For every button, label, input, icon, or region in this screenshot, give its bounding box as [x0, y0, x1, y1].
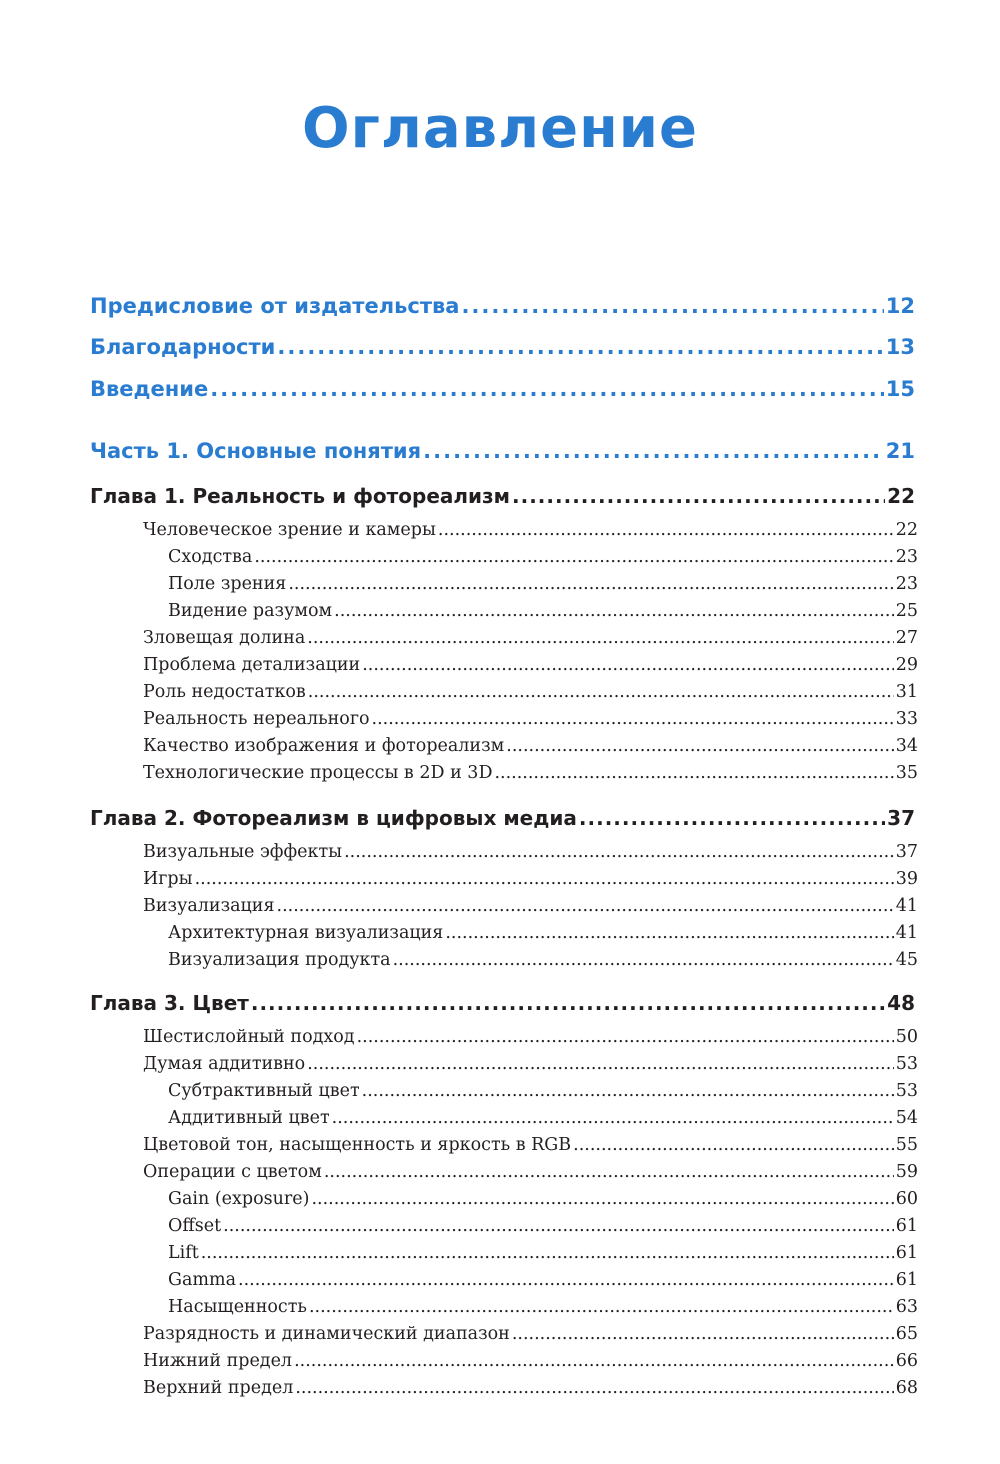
toc-dot-leader	[223, 1213, 894, 1240]
toc-entry-title: Введение	[90, 377, 209, 401]
toc-subsection[interactable]	[168, 947, 918, 974]
toc-page-number: 55	[895, 1135, 918, 1155]
toc-dot-leader	[311, 1186, 893, 1213]
toc-page-number: 22	[887, 484, 915, 508]
toc-dot-leader	[332, 1105, 894, 1132]
toc-page-number: 66	[895, 1351, 918, 1371]
toc-dot-leader	[362, 1078, 894, 1105]
toc-page-number: 61	[895, 1216, 918, 1236]
toc-section[interactable]	[143, 1321, 918, 1348]
toc-page-number: 65	[895, 1324, 918, 1344]
toc-entry-title: Offset	[168, 1216, 222, 1236]
toc-section[interactable]	[143, 1024, 918, 1051]
toc-dot-leader	[372, 706, 894, 733]
toc-page-number: 59	[895, 1162, 918, 1182]
toc-entry-title: Поле зрения	[168, 574, 287, 594]
toc-page-number: 41	[895, 923, 918, 943]
toc-dot-leader	[423, 434, 884, 468]
toc-entry-title: Глава 3. Цвет	[90, 991, 249, 1015]
toc-page-number: 53	[895, 1081, 918, 1101]
toc-page-number: 60	[895, 1189, 918, 1209]
toc-dot-leader	[324, 1159, 894, 1186]
toc-entry-title: Глава 1. Реальность и фотореализм	[90, 484, 511, 508]
toc-entry-title: Благодарности	[90, 335, 276, 359]
toc-dot-leader	[362, 652, 894, 679]
toc-page-number: 21	[885, 439, 915, 463]
toc-page-number: 27	[895, 628, 918, 648]
toc-entry-title: Насыщенность	[168, 1297, 307, 1317]
page-title: Оглавление	[301, 96, 698, 161]
toc-entry-title: Качество изображения и фотореализм	[143, 736, 505, 756]
toc-page-number: 34	[895, 736, 918, 756]
toc-entry-title: Предисловие от издательства	[90, 294, 460, 318]
toc-page-number: 23	[895, 547, 918, 567]
toc-entry-title: Визуализация	[143, 896, 275, 916]
toc-dot-leader	[210, 372, 884, 406]
toc-section[interactable]	[143, 1051, 918, 1078]
toc-entry-title: Зловещая долина	[143, 628, 306, 648]
toc-page-number: 48	[887, 991, 915, 1015]
toc-entry-title: Технологические процессы в 2D и 3D	[143, 763, 493, 783]
toc-section[interactable]	[143, 1159, 918, 1186]
toc-entry-title: Шестислойный подход	[143, 1027, 355, 1047]
toc-entry-title: Нижний предел	[143, 1351, 293, 1371]
toc-dot-leader	[393, 947, 894, 974]
toc-entry-title: Субтрактивный цвет	[168, 1081, 360, 1101]
toc-entry-title: Верхний предел	[143, 1378, 294, 1398]
toc-chapter-3[interactable]	[90, 987, 915, 1019]
toc-page-number: 29	[895, 655, 918, 675]
toc-dot-leader	[295, 1375, 893, 1402]
toc-entry-title: Глава 2. Фотореализм в цифровых медиа	[90, 806, 577, 830]
toc-dot-leader	[579, 802, 885, 834]
toc-dot-leader	[195, 866, 894, 893]
toc-dot-leader	[307, 1051, 894, 1078]
toc-entry-part-1[interactable]	[90, 434, 915, 468]
toc-chapter-1[interactable]	[90, 480, 915, 512]
toc-subsection[interactable]	[168, 1105, 918, 1132]
toc-subsection[interactable]	[168, 1294, 918, 1321]
toc-dot-leader	[254, 544, 893, 571]
toc-entry-title: Аддитивный цвет	[168, 1108, 330, 1128]
toc-dot-leader	[445, 920, 893, 947]
toc-section[interactable]	[143, 652, 918, 679]
toc-dot-leader	[512, 1321, 894, 1348]
toc-page-number: 53	[895, 1054, 918, 1074]
toc-dot-leader	[277, 893, 894, 920]
toc-dot-leader	[308, 679, 894, 706]
toc-page-number: 68	[895, 1378, 918, 1398]
toc-section[interactable]	[143, 839, 918, 866]
toc-dot-leader	[307, 625, 893, 652]
toc-section[interactable]	[143, 866, 918, 893]
toc-entry-title: Gain (exposure)	[168, 1189, 310, 1209]
toc-page-number: 37	[895, 842, 918, 862]
toc-page-number: 25	[895, 601, 918, 621]
toc-entry-preface[interactable]	[90, 289, 915, 323]
toc-section[interactable]	[143, 760, 918, 787]
toc-entry-title: Роль недостатков	[143, 682, 306, 702]
toc-dot-leader	[277, 330, 883, 364]
toc-dot-leader	[344, 839, 894, 866]
toc-entry-title: Визуализация продукта	[168, 950, 391, 970]
toc-dot-leader	[438, 517, 894, 544]
toc-entry-title: Часть 1. Основные понятия	[90, 439, 422, 463]
toc-entry-introduction[interactable]	[90, 372, 915, 406]
toc-dot-leader	[512, 480, 885, 512]
toc-dot-leader	[294, 1348, 894, 1375]
toc-page-number: 61	[895, 1270, 918, 1290]
toc-page-number: 39	[895, 869, 918, 889]
toc-chapter-2[interactable]	[90, 802, 915, 834]
toc-entry-title: Видение разумом	[168, 601, 333, 621]
toc-page-number: 22	[895, 520, 918, 540]
toc-page-number: 54	[895, 1108, 918, 1128]
toc-section[interactable]	[143, 893, 918, 920]
toc-subsection[interactable]	[168, 1213, 918, 1240]
toc-page-number: 45	[895, 950, 918, 970]
toc-page-number: 12	[885, 294, 915, 318]
toc-dot-leader	[461, 289, 883, 323]
toc-dot-leader	[288, 571, 893, 598]
toc-entry-acknowledgements[interactable]	[90, 330, 915, 364]
toc-entry-title: Разрядность и динамический диапазон	[143, 1324, 510, 1344]
toc-section[interactable]	[143, 1348, 918, 1375]
toc-dot-leader	[506, 733, 893, 760]
toc-section[interactable]	[143, 517, 918, 544]
toc-page-number: 23	[895, 574, 918, 594]
toc-section[interactable]	[143, 679, 918, 706]
toc-section[interactable]	[143, 1375, 918, 1402]
toc-subsection[interactable]	[168, 1078, 918, 1105]
toc-entry-title: Игры	[143, 869, 193, 889]
toc-entry-title: Сходства	[168, 547, 253, 567]
toc-page-number: 31	[895, 682, 918, 702]
toc-dot-leader	[573, 1132, 894, 1159]
toc-entry-title: Lift	[168, 1243, 199, 1263]
toc-subsection[interactable]	[168, 544, 918, 571]
toc-dot-leader	[201, 1240, 894, 1267]
toc-subsection[interactable]	[168, 920, 918, 947]
toc-dot-leader	[309, 1294, 894, 1321]
toc-page-number: 50	[895, 1027, 918, 1047]
toc-subsection[interactable]	[168, 571, 918, 598]
toc-section[interactable]	[143, 1132, 918, 1159]
toc-entry-title: Реальность нереального	[143, 709, 370, 729]
toc-page-number: 63	[895, 1297, 918, 1317]
toc-dot-leader	[357, 1024, 894, 1051]
toc-entry-title: Визуальные эффекты	[143, 842, 343, 862]
toc-page-number: 13	[885, 335, 915, 359]
toc-subsection[interactable]	[168, 1240, 918, 1267]
toc-page-number: 35	[895, 763, 918, 783]
toc-entry-title: Цветовой тон, насыщенность и яркость в RGB	[143, 1135, 572, 1155]
toc-dot-leader	[251, 987, 885, 1019]
toc-subsection[interactable]	[168, 598, 918, 625]
toc-page-number: 37	[887, 806, 915, 830]
toc-page-number: 41	[895, 896, 918, 916]
toc-page-number: 61	[895, 1243, 918, 1263]
toc-section[interactable]	[143, 625, 918, 652]
toc-subsection[interactable]	[168, 1186, 918, 1213]
toc-dot-leader	[334, 598, 894, 625]
toc-entry-title: Gamma	[168, 1270, 237, 1290]
toc-page-number: 33	[895, 709, 918, 729]
toc-entry-title: Думая аддитивно	[143, 1054, 306, 1074]
toc-entry-title: Проблема детализации	[143, 655, 361, 675]
toc-subsection[interactable]	[168, 1267, 918, 1294]
toc-section[interactable]	[143, 733, 918, 760]
toc-section[interactable]	[143, 706, 918, 733]
toc-entry-title: Архитектурная визуализация	[168, 923, 444, 943]
toc-entry-title: Операции с цветом	[143, 1162, 322, 1182]
toc-page-number: 15	[885, 377, 915, 401]
toc-dot-leader	[494, 760, 893, 787]
toc-dot-leader	[238, 1267, 894, 1294]
toc-entry-title: Человеческое зрение и камеры	[143, 520, 436, 540]
